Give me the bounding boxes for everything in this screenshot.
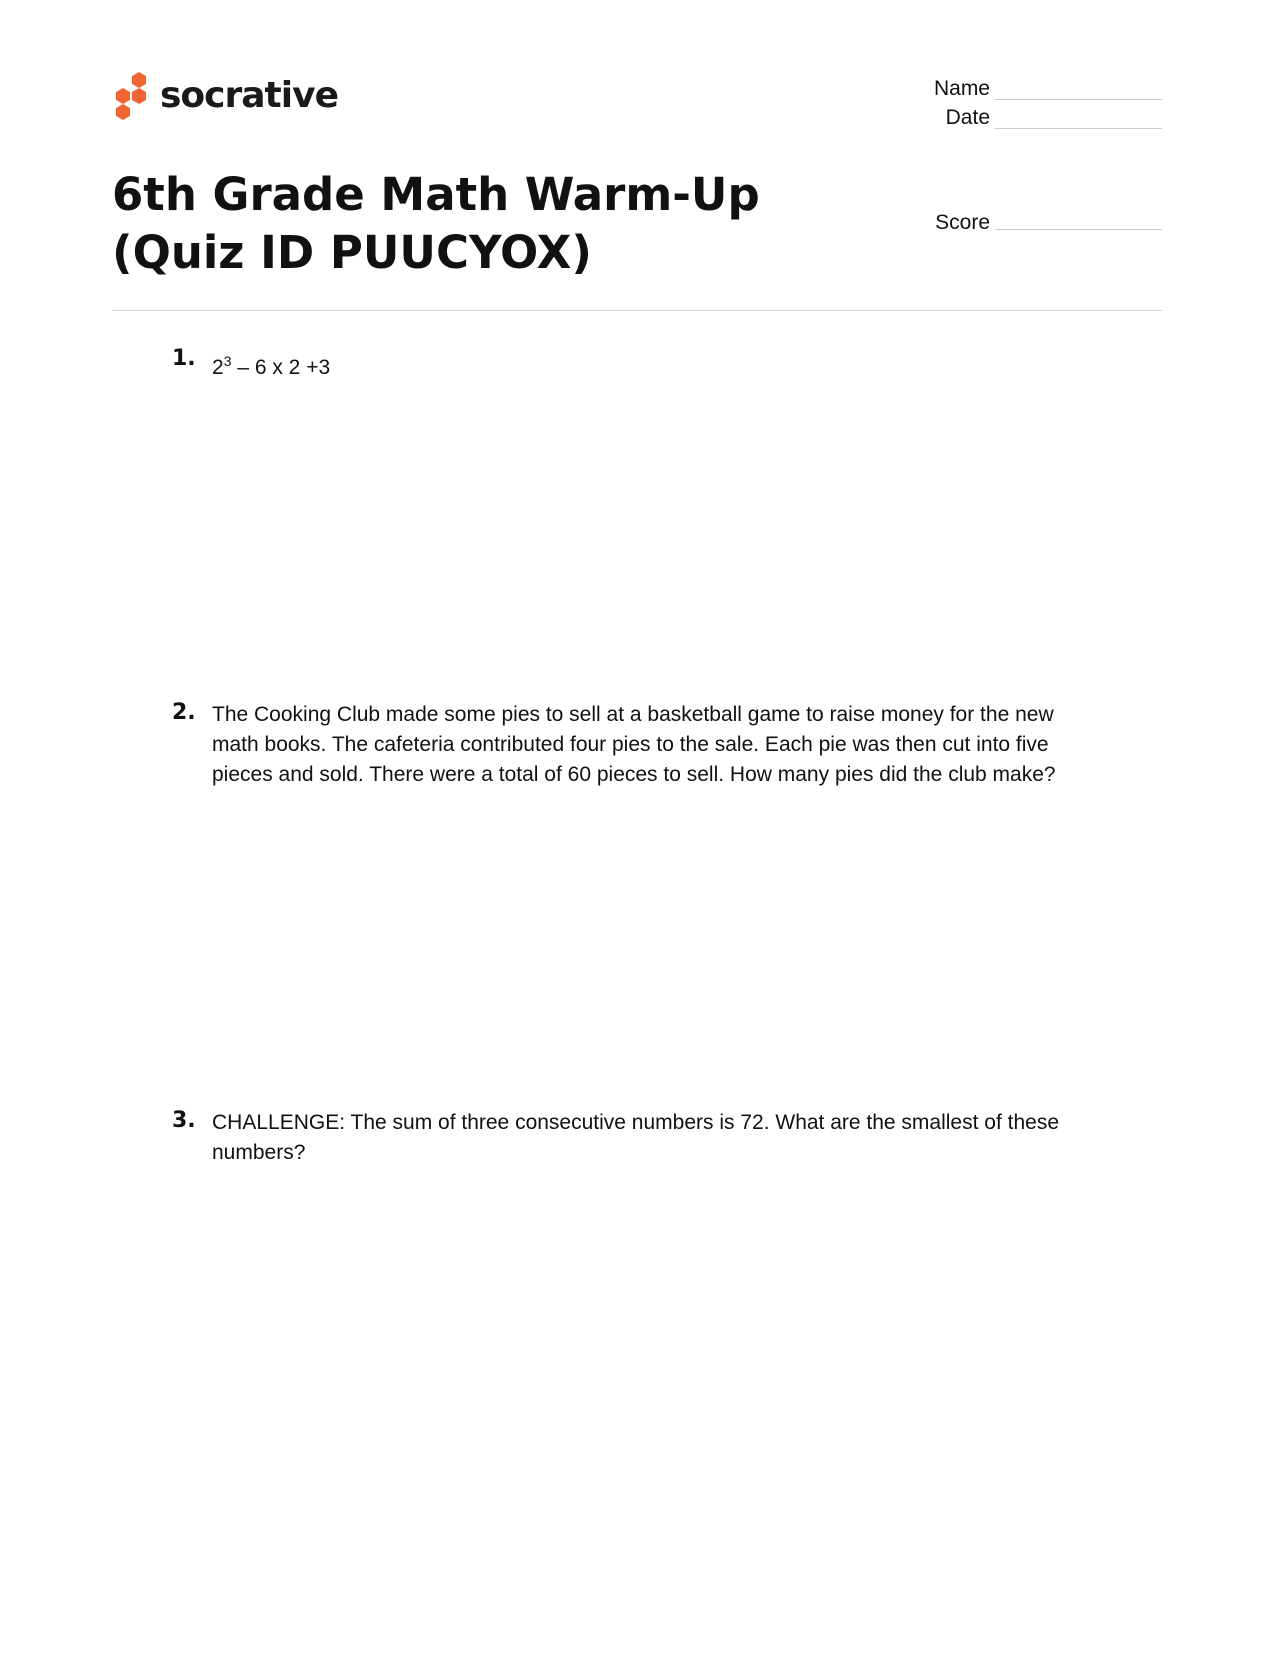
question-1 bbox=[172, 346, 1112, 383]
question-number: 2. bbox=[172, 700, 196, 725]
date-label: Date bbox=[945, 106, 990, 129]
socrative-logo bbox=[112, 72, 338, 120]
question-text bbox=[212, 346, 1102, 383]
page-title: 6th Grade Math Warm-Up (Quiz ID PUUCYOX) bbox=[112, 168, 760, 279]
question-3 bbox=[172, 1108, 1112, 1168]
expression-base: 2 bbox=[212, 356, 224, 379]
name-label: Name bbox=[933, 77, 990, 100]
date-field-line[interactable] bbox=[995, 128, 1162, 129]
score-label: Score bbox=[935, 211, 990, 234]
question-number: 1. bbox=[172, 346, 196, 371]
question-number: 3. bbox=[172, 1108, 196, 1133]
name-field-line[interactable] bbox=[995, 99, 1162, 100]
expression-rest: – 6 x 2 +3 bbox=[231, 356, 331, 379]
question-text: CHALLENGE: The sum of three consecutive numbers is 72. What are the smallest of these numbers? bbox=[212, 1111, 1060, 1164]
expression-exponent: 3 bbox=[223, 353, 232, 369]
score-field-line[interactable] bbox=[995, 229, 1162, 230]
logo-wordmark: socrative bbox=[160, 75, 338, 116]
socrative-hexagon-icon bbox=[112, 72, 150, 120]
question-text: The Cooking Club made some pies to sell at a basketball game to raise money for the new math books. The cafeteria contributed four pies to the sale. Each pie was then cut into five pieces and sold. There were a total of 60 pieces to sell. How many pies did the club make? bbox=[212, 703, 1056, 786]
header-divider bbox=[112, 310, 1162, 311]
question-2 bbox=[172, 700, 1112, 790]
